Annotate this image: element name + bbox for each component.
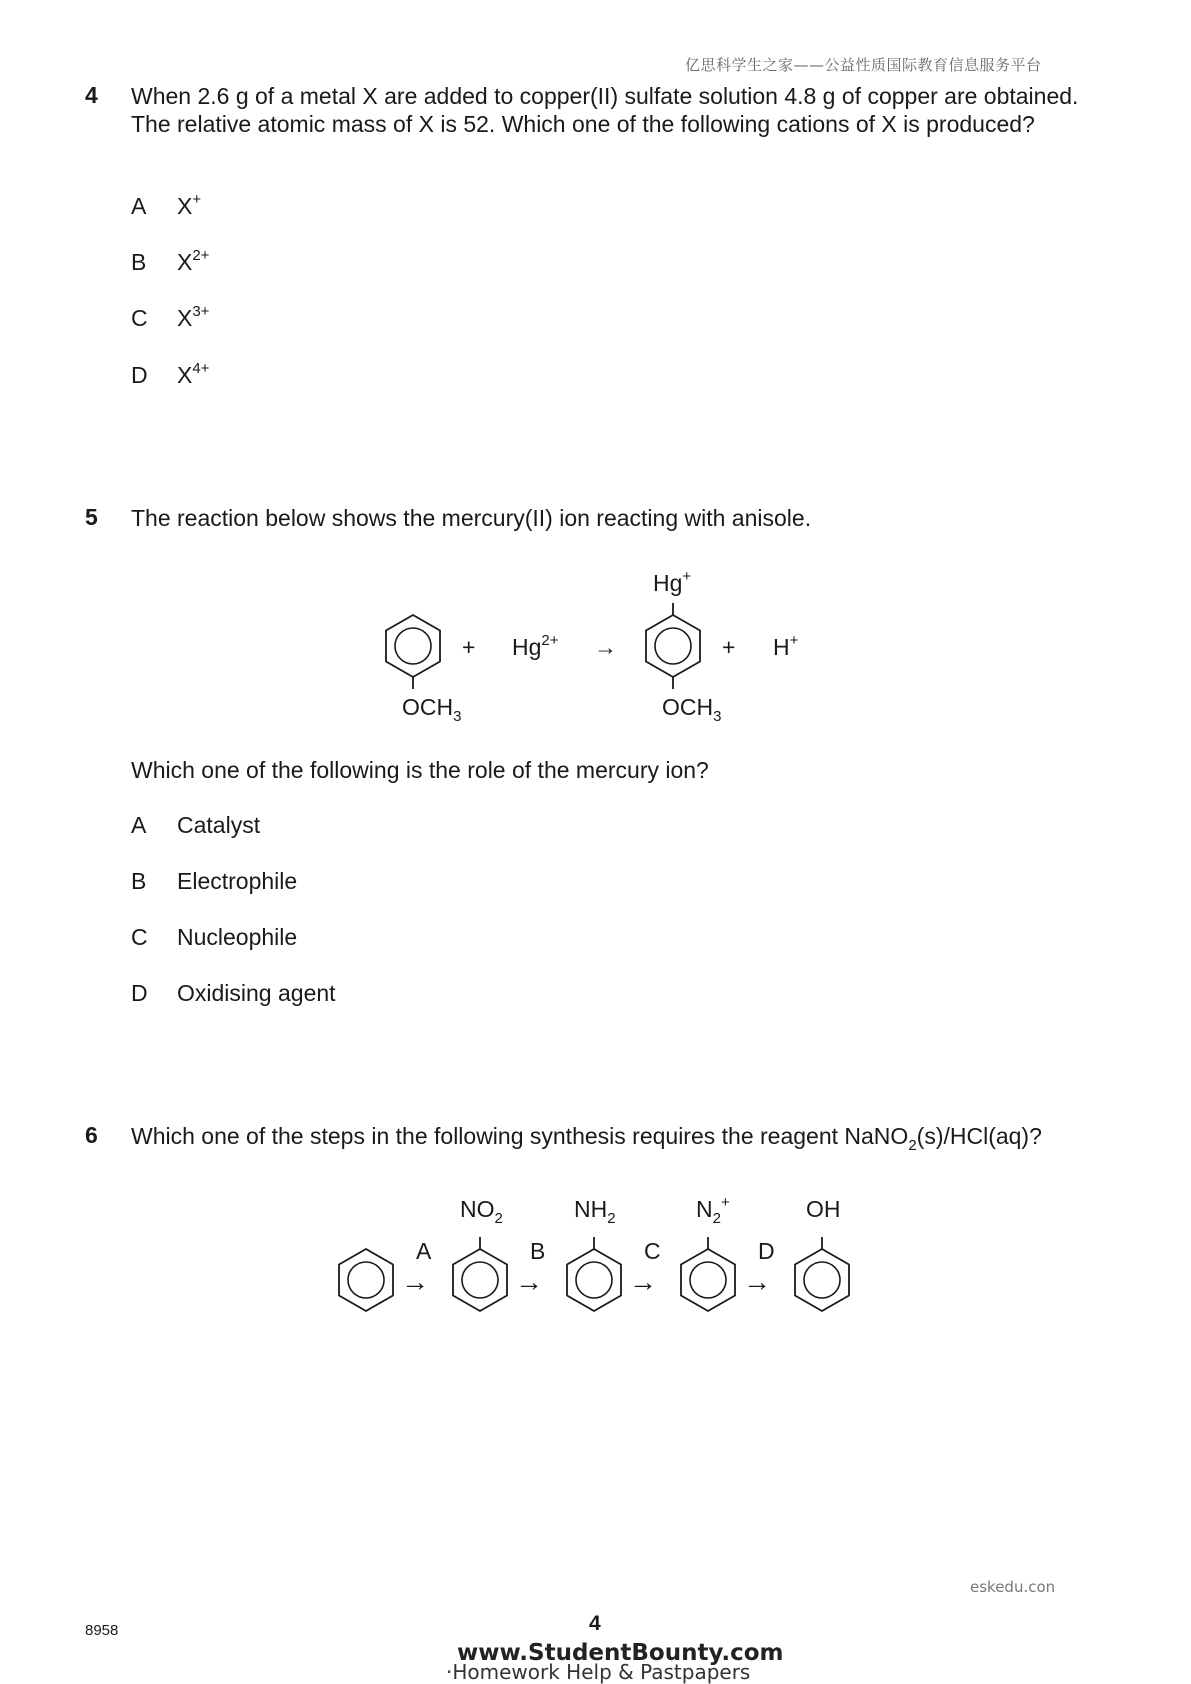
product-ring: [646, 603, 700, 689]
benzene-ring-4: [681, 1237, 735, 1311]
substituent-no2: $NO_2$: [460, 1196, 503, 1227]
paper-code: 8958: [85, 1622, 119, 1639]
product-och3: $OCH_3$: [662, 694, 722, 725]
question-6-text: Which one of the steps in the following synthesis requires the reagent NaNO$_2$(s)/HCl(aq)?: [131, 1123, 1042, 1154]
hydrogen-ion-label: H+: [773, 632, 799, 660]
reaction-arrow: →: [594, 634, 617, 660]
option-letter: D: [131, 362, 148, 388]
option-letter: A: [131, 812, 147, 838]
substituent-n2-plus: $N_2^+$: [696, 1194, 730, 1227]
option-text: Nucleophile: [177, 924, 298, 950]
page-number: 4: [589, 1612, 601, 1635]
step-label-a: A: [416, 1238, 432, 1264]
question-4-text: When 2.6 g of a metal X are added to copper(II) sulfate solution 4.8 g of copper are obtained. The relative atomic mass of X is 52. Which one of the following cations of X is produced?: [131, 83, 1079, 137]
q5-option-c[interactable]: [131, 924, 531, 952]
anisole-ring: [386, 615, 440, 689]
option-text: $X^{4+}$: [177, 360, 210, 388]
option-text: $X^{2+}$: [177, 247, 210, 275]
question-5-text: The reaction below shows the mercury(II) ion reacting with anisole.: [131, 505, 812, 531]
option-letter: B: [131, 868, 147, 894]
plus-sign: +: [722, 634, 736, 660]
step-arrow: →: [629, 1266, 657, 1297]
option-text: Catalyst: [177, 812, 261, 838]
option-letter: A: [131, 193, 147, 219]
step-arrow: →: [743, 1266, 771, 1297]
step-label-d: D: [758, 1238, 775, 1264]
option-letter: C: [131, 924, 148, 950]
option-letter: D: [131, 980, 148, 1006]
question-6-number: 6: [85, 1122, 98, 1148]
substituent-nh2: $NH_2$: [574, 1196, 616, 1227]
benzene-ring-5: [795, 1237, 849, 1311]
reaction-diagram: [370, 560, 830, 735]
step-arrow: →: [515, 1266, 543, 1297]
site-watermark: eskedu.con: [970, 1578, 1056, 1596]
question-5-prompt: Which one of the following is the role of the mercury ion?: [131, 757, 709, 783]
question-4-number: 4: [85, 82, 98, 108]
header-watermark: 亿思科学生之家——公益性质国际教育信息服务平台: [685, 56, 1042, 74]
studentbounty-tagline: ·Homework Help & Pastpapers: [446, 1660, 751, 1684]
studentbounty-url[interactable]: www.StudentBounty.com: [457, 1640, 784, 1666]
option-letter: C: [131, 305, 148, 331]
benzene-ring-1: [339, 1249, 393, 1311]
option-text: X+: [177, 191, 202, 219]
benzene-ring-3: [567, 1237, 621, 1311]
q5-option-d[interactable]: [131, 980, 531, 1008]
option-text: $X^{3+}$: [177, 303, 210, 331]
synthesis-diagram: [330, 1188, 870, 1323]
substituent-oh: OH: [806, 1196, 841, 1222]
q5-option-a[interactable]: [131, 812, 531, 840]
anisole-och3: $OCH_3$: [402, 694, 462, 725]
step-label-b: B: [530, 1238, 546, 1264]
question-5-number: 5: [85, 504, 98, 530]
step-label-c: C: [644, 1238, 661, 1264]
product-hg-substituent: Hg+: [653, 568, 692, 596]
step-arrow: →: [401, 1266, 429, 1297]
option-text: Electrophile: [177, 868, 298, 894]
benzene-ring-2: [453, 1237, 507, 1311]
option-letter: B: [131, 249, 147, 275]
q5-option-b[interactable]: [131, 868, 531, 896]
option-text: Oxidising agent: [177, 980, 336, 1006]
mercury-ion-label: $Hg^{2+}$: [512, 632, 559, 660]
plus-sign: +: [462, 634, 476, 660]
